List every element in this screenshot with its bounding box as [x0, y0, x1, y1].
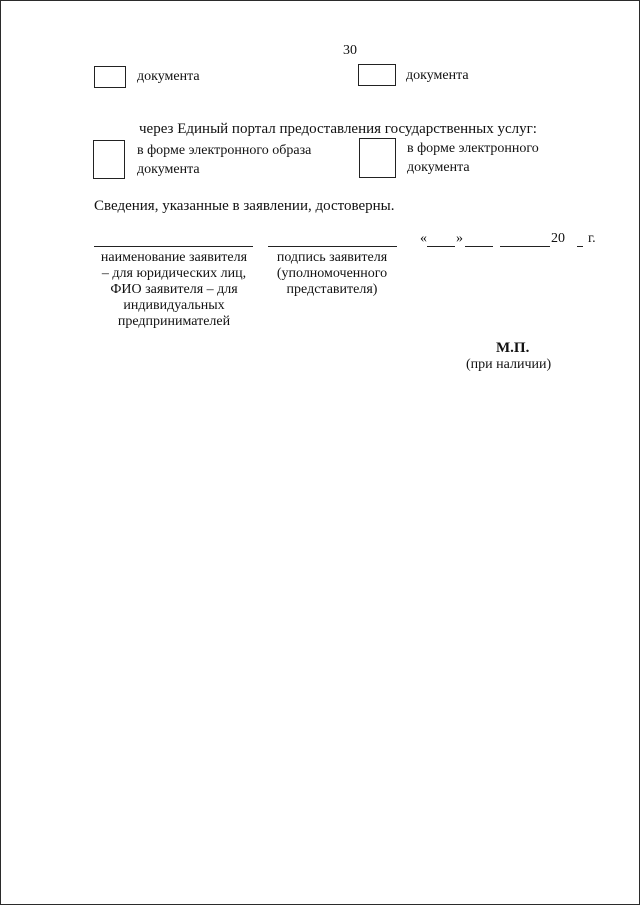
electronic-image-label-line1: в форме электронного образа: [137, 143, 312, 158]
date-year-prefix: 20: [551, 231, 565, 246]
stamp-note: (при наличии): [466, 357, 552, 372]
paper-document-checkbox-left[interactable]: [94, 66, 126, 88]
signature-caption-line: представителя): [286, 282, 378, 297]
electronic-document-label-line2: документа: [407, 160, 470, 175]
signature-line[interactable]: [268, 246, 397, 247]
electronic-document-checkbox[interactable]: [359, 138, 396, 178]
date-open-quote: «: [420, 231, 427, 246]
date-day-line[interactable]: [427, 246, 455, 247]
signature-caption-line: подпись заявителя: [276, 250, 388, 265]
signature-caption: [262, 250, 402, 298]
accuracy-statement: Сведения, указанные в заявлении, достоверны.: [94, 198, 395, 214]
applicant-name-line[interactable]: [94, 246, 253, 247]
applicant-caption-line: – для юридических лиц,: [101, 266, 247, 281]
date-close-quote: »: [456, 231, 463, 246]
date-month-line-short[interactable]: [465, 246, 493, 247]
applicant-caption-line: индивидуальных: [123, 298, 225, 313]
portal-heading: через Единый портал предоставления государственных услуг:: [139, 121, 537, 137]
date-month-line[interactable]: [500, 246, 550, 247]
date-year-line[interactable]: [577, 246, 583, 247]
applicant-caption: [82, 250, 266, 330]
paper-document-label-right: документа: [406, 68, 469, 83]
applicant-caption-line: предпринимателей: [117, 314, 231, 329]
stamp-label: М.П.: [496, 340, 530, 356]
signature-caption-line: (уполномоченного: [276, 266, 388, 281]
electronic-image-checkbox[interactable]: [93, 140, 125, 179]
page-number: 30: [343, 43, 357, 58]
date-year-suffix: г.: [588, 231, 596, 246]
electronic-document-label-line1: в форме электронного: [407, 141, 539, 156]
paper-document-checkbox-right[interactable]: [358, 64, 396, 86]
applicant-caption-line: наименование заявителя: [100, 250, 248, 265]
paper-document-label-left: документа: [137, 69, 200, 84]
electronic-image-label-line2: документа: [137, 162, 200, 177]
applicant-caption-line: ФИО заявителя – для: [110, 282, 238, 297]
